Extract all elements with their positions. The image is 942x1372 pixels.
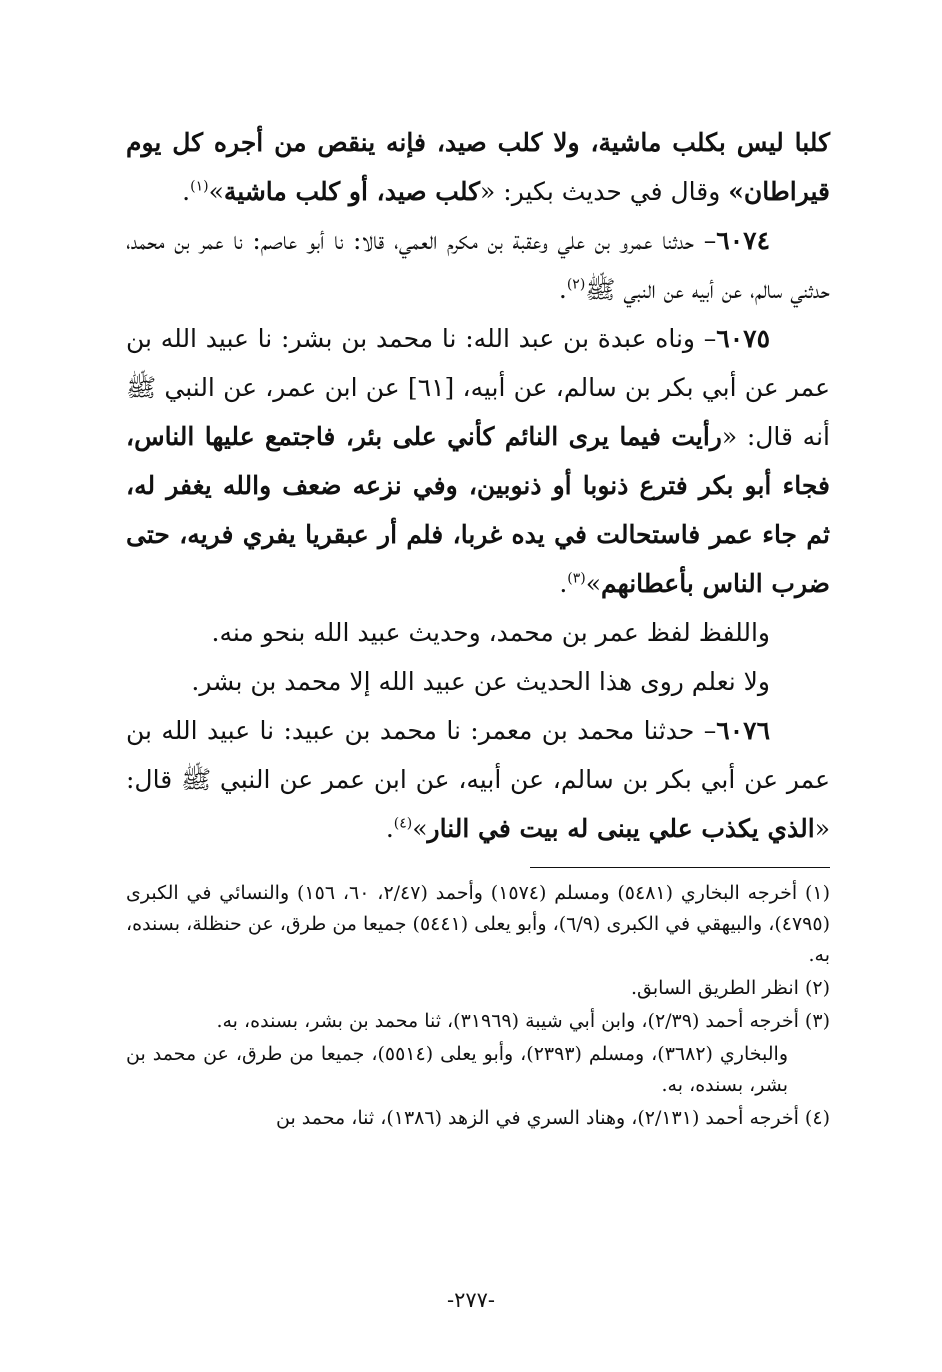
footnote-4: (٤) أخرجه أحمد (٢/١٣١)، وهناد السري في الزهد (١٣٨٦)، ثنا، محمد بن <box>275 1107 830 1129</box>
footnote-3: (٣) أخرجه أحمد (٢/٣٩)، وابن أبي شيبة (٣١٩٦٩)، ثنا محمد بن بشر، بسنده، به. <box>216 1010 830 1032</box>
paragraph-5: ولا نعلم روى هذا الحديث عن عبيد الله إلا محمد بن بشر. <box>191 667 770 696</box>
page-content <box>126 118 830 1134</box>
footnote-3-continued: والبخاري (٣٦٨٢)، ومسلم (٢٣٩٣)، وأبو يعلى (٥٥١٤)، جميعا من طرق، عن محمد بن بشر، بسنده، به. <box>126 1043 788 1096</box>
paragraph-4: واللفظ لفظ عمر بن محمد، وحديث عبيد الله بنحو منه. <box>211 618 770 647</box>
footnote-1: (١) أخرجه البخاري (٥٤٨١) ومسلم (١٥٧٤) وأحمد (٢/٤٧، ٦٠، ١٥٦) والنسائي في الكبرى (٤٧٩٥)، والبيهقي في الكبرى (٦/٩)، وأبو يعلى (٥٤٤١) جميعا من طرق، عن حنظلة، بسنده، به. <box>126 882 831 966</box>
paragraph-hadith-6074: ٦٠٧٤– حدثنا عمرو بن علي وعقبة بن مكرم العمي، قالا: نا أبو عاصم: نا عمر بن محمد، حدثني سالم، عن أبيه عن النبي ﷺ$^{(٢)}$. <box>126 226 830 304</box>
page-number: -٢٧٧- <box>446 1288 496 1312</box>
paragraph-hadith-6076: ٦٠٧٦– حدثنا محمد بن معمر: نا محمد بن عبيد: نا عبيد الله بن عمر عن أبي بكر بن سالم، عن أبيه، عن ابن عمر عن النبي ﷺ قال: «الذي يكذب علي يبنى له بيت في النار»$^{(٤)}$. <box>126 716 830 843</box>
paragraph-hadith-6075: ٦٠٧٥– وناه عبدة بن عبد الله: نا محمد بن بشر: نا عبيد الله بن عمر عن أبي بكر بن سالم، عن أبيه، [٦١] عن ابن عمر، عن النبي ﷺ أنه قال: «رأيت فيما يرى النائم كأني على بئر، فاجتمع عليها الناس، فجاء أبو بكر فترع ذنوبا أو ذنوبين، وفي نزعه ضعف والله يغفر له، ثم جاء عمر فاستحالت في يده غربا، فلم أر عبقريا يفري فريه، حتى ضرب الناس بأعطانهم»$^{(٣)}$. <box>126 324 831 598</box>
footnote-separator <box>530 867 830 868</box>
paragraph-1: كلبا ليس بكلب ماشية، ولا كلب صيد، فإنه ينقص من أجره كل يوم قيراطان» وقال في حديث بكير: «كلب صيد، أو كلب ماشية»$^{(١)}$. <box>126 128 830 206</box>
footnotes <box>126 878 830 1134</box>
main-text <box>126 118 830 853</box>
footnote-2: (٢) انظر الطريق السابق. <box>630 977 830 999</box>
